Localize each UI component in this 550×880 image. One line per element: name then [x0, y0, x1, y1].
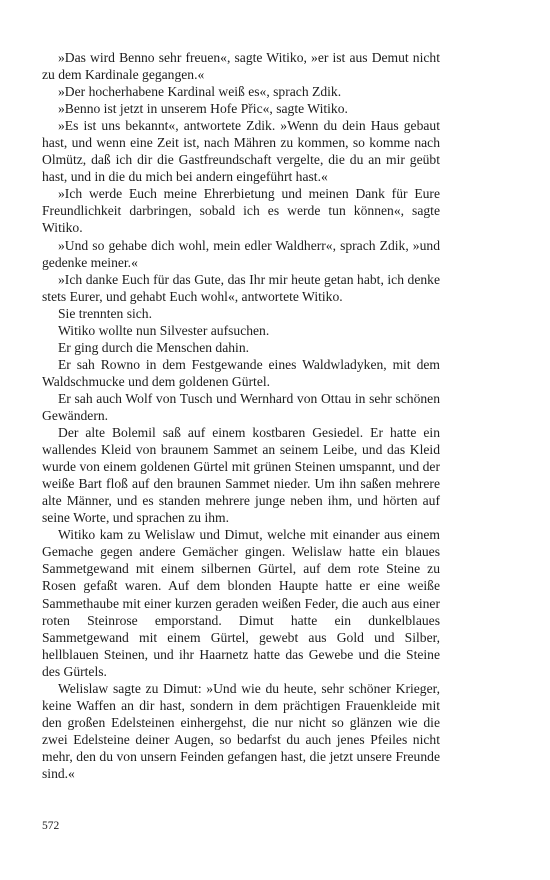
paragraph-8: Sie trennten sich.	[58, 305, 153, 321]
paragraph-1: »Das wird Benno sehr freuen«, sagte Witiko, »er ist aus Demut nicht zu dem Kardinale gegangen.«	[42, 50, 440, 83]
paragraph-7: »Ich danke Euch für das Gute, das Ihr mir heute getan habt, ich denke stets Eurer, und gehabt Euch wohl«, antwortete Witiko.	[42, 271, 440, 304]
paragraph-2: »Der hocherhabene Kardinal weiß es«, sprach Zdik.	[58, 84, 342, 100]
page-number: 572	[42, 820, 60, 832]
paragraph-11: Er sah Rowno in dem Festgewande eines Waldwladyken, mit dem Waldschmucke und dem goldenen Gürtel.	[42, 356, 440, 389]
book-page-text	[42, 49, 440, 782]
paragraph-6: »Und so gehabe dich wohl, mein edler Waldherr«, sprach Zdik, »und gedenke meiner.«	[42, 237, 440, 270]
paragraph-15: Welislaw sagte zu Dimut: »Und wie du heute, sehr schöner Krieger, keine Waffen an dir hast, sondern in dem prächtigen Frauenkleide mit den großen Edelsteinen einhergehst, die nur nicht so glänzen wie die zwei Edelsteine deiner Augen, so bedarfst du auch jenes Pfeiles nicht mehr, den du von unsern Feinden gefangen hast, die jetzt unsere Freunde sind.«	[42, 680, 440, 781]
paragraph-3: »Benno ist jetzt in unserem Hofe Přic«, sagte Witiko.	[58, 101, 348, 117]
paragraph-10: Er ging durch die Menschen dahin.	[58, 339, 250, 355]
paragraph-12: Er sah auch Wolf von Tusch und Wernhard von Ottau in sehr schönen Gewändern.	[42, 390, 440, 423]
paragraph-13: Der alte Bolemil saß auf einem kostbaren Gesiedel. Er hatte ein wallendes Kleid von braunem Sammet an seinem Leibe, und das Kleid wurde von einem goldenen Gürtel mit grünen Steinen umspannt, und der weiße Bart floß auf den braunen Sammet nieder. Um ihn saßen mehrere alte Männer, und es standen mehrere junge neben ihm, und hörten auf seine Worte, und sprachen zu ihm.	[42, 425, 440, 526]
paragraph-9: Witiko wollte nun Silvester aufsuchen.	[58, 322, 270, 338]
paragraph-14: Witiko kam zu Welislaw und Dimut, welche mit einander aus einem Gemache gegen andere Gemächer gingen. Welislaw hatte ein blaues Sammetgewand mit einem silbernen Gürtel, auf dem rote Steine zu Rosen gefaßt waren. Auf dem blonden Haupte hatte er eine weiße Sammethaube mit einer kurzen geraden weißen Feder, die auch aus einer roten Steinrose emporstand. Dimut hatte ein dunkelblaues Sammetgewand mit einem Gürtel, gewebt aus Gold und Silber, hellblauen Steinen, und ihr Haarnetz hatte das Gewebe und die Steine des Gürtels.	[42, 527, 440, 679]
paragraph-4: »Es ist uns bekannt«, antwortete Zdik. »Wenn du dein Haus gebaut hast, und wenn eine Zeit ist, nach Mähren zu kommen, so komme nach Olmütz, daß ich dir die Gastfreundschaft vergelte, die du an mir geübt hast, und in die du mich bei andern eingeführt hast.«	[42, 118, 440, 185]
paragraph-5: »Ich werde Euch meine Ehrerbietung und meinen Dank für Eure Freundlichkeit darbringen, sobald ich es werde tun können«, sagte Witiko.	[42, 186, 440, 236]
